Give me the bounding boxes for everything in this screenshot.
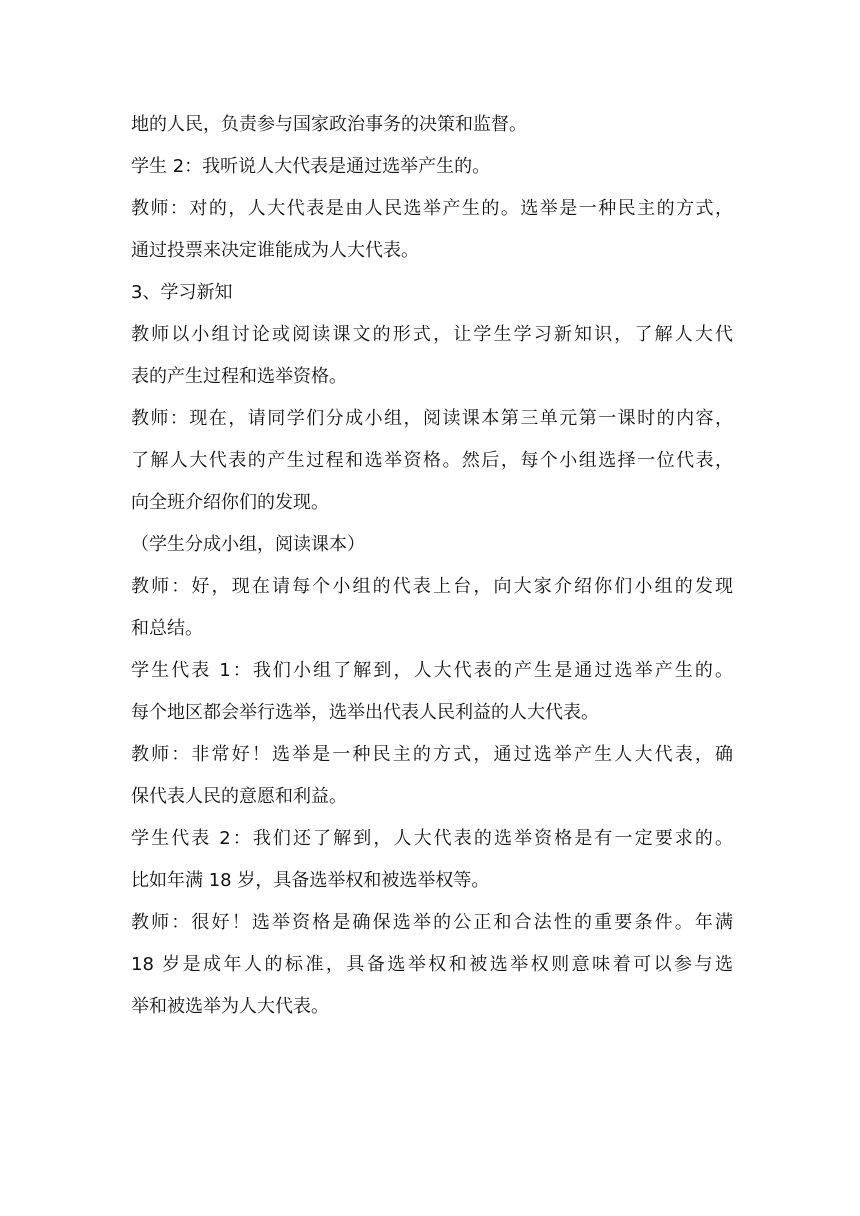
paragraph-line: 地的人民，负责参与国家政治事务的决策和监督。 bbox=[131, 114, 527, 135]
paragraph-line: 学生 2：我听说人大代表是通过选举产生的。 bbox=[131, 156, 491, 177]
paragraph-line: （学生分成小组，阅读课本） bbox=[131, 534, 365, 555]
paragraph-line: 通过投票来决定谁能成为人大代表。 bbox=[131, 240, 419, 261]
paragraph-line: 举和被选举为人大代表。 bbox=[131, 996, 329, 1017]
paragraph-line: 和总结。 bbox=[131, 618, 203, 639]
paragraph-line: 教师：现在，请同学们分成小组，阅读课本第三单元第一课时的内容， bbox=[131, 408, 733, 429]
paragraph-line: 每个地区都会举行选举，选举出代表人民利益的人大代表。 bbox=[131, 702, 599, 723]
paragraph-line: 保代表人民的意愿和利益。 bbox=[131, 786, 347, 807]
paragraph-line: 表的产生过程和选举资格。 bbox=[131, 366, 347, 387]
paragraph-line: 学生代表 2：我们还了解到，人大代表的选举资格是有一定要求的。 bbox=[131, 828, 733, 849]
paragraph-line: 教师：非常好！选举是一种民主的方式，通过选举产生人大代表，确 bbox=[131, 744, 733, 765]
paragraph-line: 比如年满 18 岁，具备选举权和被选举权等。 bbox=[131, 870, 490, 891]
paragraph-line: 教师：对的，人大代表是由人民选举产生的。选举是一种民主的方式， bbox=[131, 198, 733, 219]
paragraph-line: 教师：好，现在请每个小组的代表上台，向大家介绍你们小组的发现 bbox=[131, 576, 733, 597]
paragraph-line: 18 岁是成年人的标准，具备选举权和被选举权则意味着可以参与选 bbox=[131, 954, 733, 975]
paragraph-line: 教师：很好！选举资格是确保选举的公正和合法性的重要条件。年满 bbox=[131, 912, 733, 933]
paragraph-line: 了解人大代表的产生过程和选举资格。然后，每个小组选择一位代表， bbox=[131, 450, 733, 471]
paragraph-line: 教师以小组讨论或阅读课文的形式，让学生学习新知识，了解人大代 bbox=[131, 324, 733, 345]
paragraph-line: 学生代表 1：我们小组了解到，人大代表的产生是通过选举产生的。 bbox=[131, 660, 733, 681]
section-heading: 3、学习新知 bbox=[131, 282, 233, 303]
paragraph-line: 向全班介绍你们的发现。 bbox=[131, 492, 329, 513]
document-body bbox=[131, 109, 733, 1023]
